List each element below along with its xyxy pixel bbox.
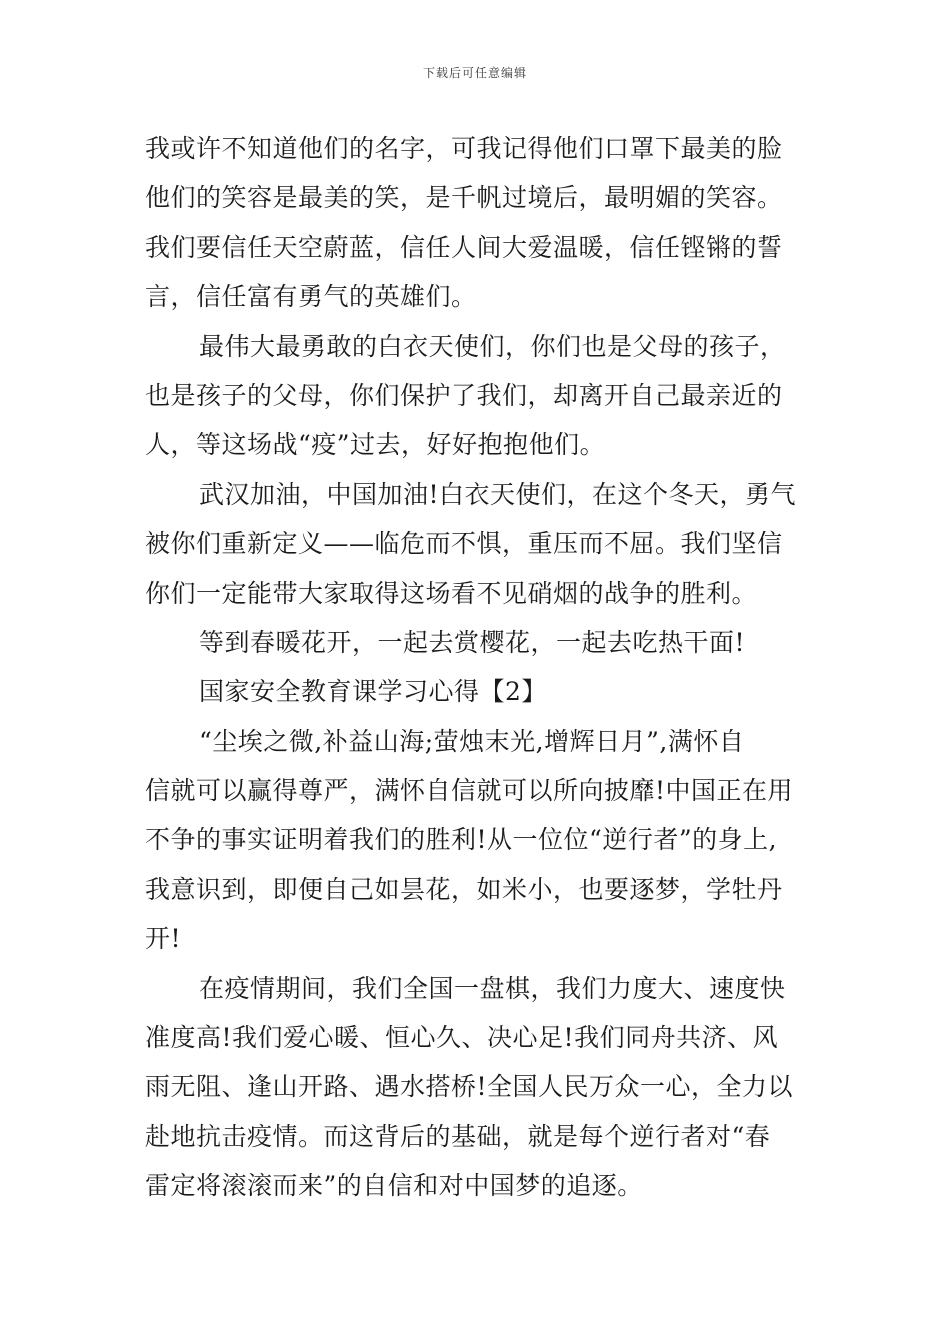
text-line: 赴地抗击疫情。而这背后的基础，就是每个逆行者对“春: [145, 1121, 771, 1151]
text-line: 雨无阻、逢山开路、遇水搭桥!全国人民万众一心，全力以: [145, 1072, 794, 1102]
text-line: 不争的事实证明着我们的胜利!从一位位“逆行者”的身上,: [145, 825, 778, 855]
document-body: [145, 124, 825, 1211]
text-line: 信就可以赢得尊严，满怀自信就可以所向披靡!中国正在用: [145, 776, 794, 806]
text-line: 我意识到，即便自己如昙花，如米小，也要逐梦，学牡丹: [145, 874, 783, 904]
text-line: 在疫情期间，我们全国一盘棋，我们力度大、速度快: [199, 973, 786, 1003]
text-line: 最伟大最勇敢的白衣天使们，你们也是父母的孩子，: [199, 331, 786, 361]
text-line: 你们一定能带大家取得这场看不见硝烟的战争的胜利。: [145, 578, 758, 608]
text-line: 我或许不知道他们的名字，可我记得他们口罩下最美的脸: [145, 134, 783, 163]
text-line: 武汉加油，中国加油!白衣天使们，在这个冬天，勇气: [199, 479, 797, 509]
page-header-note: 下载后可任意编辑: [422, 66, 527, 80]
text-line: 开!: [145, 924, 182, 954]
text-line: 我们要信任天空蔚蓝，信任人间大爱温暖，信任铿锵的誓: [145, 232, 783, 262]
text-line: 言，信任富有勇气的英雄们。: [145, 282, 477, 312]
text-line: 等到春暖花开，一起去赏樱花，一起去吃热干面!: [199, 627, 746, 657]
text-line: 雷定将滚滚而来”的自信和对中国梦的追逐。: [145, 1171, 643, 1201]
text-line: 他们的笑容是最美的笑，是千帆过境后，最明媚的笑容。: [145, 183, 783, 213]
text-line: 被你们重新定义——临危而不惧，重压而不屈。我们坚信: [145, 529, 783, 559]
text-line: 准度高!我们爱心暖、恒心久、决心足!我们同舟共济、风: [145, 1023, 779, 1053]
text-line: “尘埃之微,补益山海;萤烛末光,增辉日月”,满怀自: [199, 726, 745, 756]
text-line: 人，等这场战“疫”过去，好好抱抱他们。: [145, 430, 606, 460]
text-line: 也是孩子的父母，你们保护了我们，却离开自己最亲近的: [145, 380, 783, 410]
section-heading: 国家安全教育课学习心得【2】: [199, 677, 547, 707]
